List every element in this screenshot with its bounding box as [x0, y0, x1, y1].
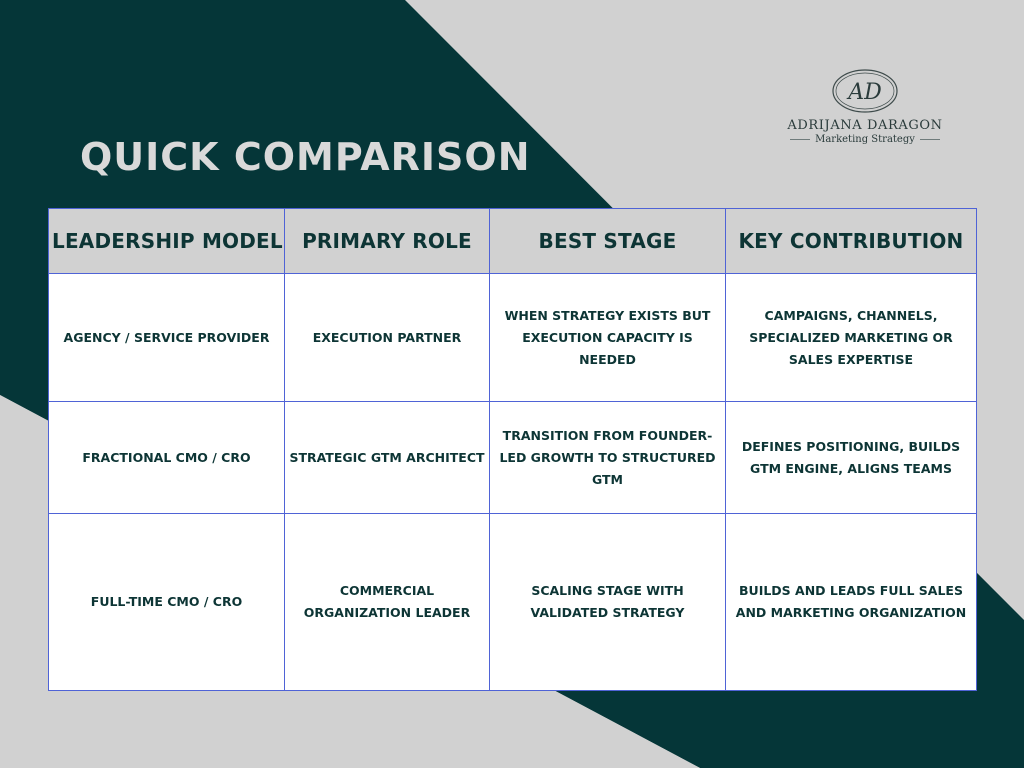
header-primary-role: PRIMARY ROLE [285, 209, 490, 274]
table-header-row [49, 209, 977, 274]
comparison-table [48, 208, 977, 691]
header-best-stage: BEST STAGE [490, 209, 726, 274]
header-key-contribution: KEY CONTRIBUTION [726, 209, 977, 274]
brand-subtitle: Marketing Strategy [815, 134, 915, 145]
brand-logo [780, 68, 950, 145]
cell-best-stage: TRANSITION FROM FOUNDER-LED GROWTH TO STRUCTURED GTM [490, 402, 726, 514]
cell-leadership-model: FRACTIONAL CMO / CRO [49, 402, 285, 514]
cell-leadership-model: FULL-TIME CMO / CRO [49, 514, 285, 691]
cell-key-contribution: DEFINES POSITIONING, BUILDS GTM ENGINE, ALIGNS TEAMS [726, 402, 977, 514]
monogram-text: AD [848, 80, 882, 105]
cell-primary-role: EXECUTION PARTNER [285, 274, 490, 402]
brand-name: ADRIJANA DARAGON [787, 118, 943, 133]
cell-key-contribution: BUILDS AND LEADS FULL SALES AND MARKETING ORGANIZATION [726, 514, 977, 691]
monogram-icon [831, 68, 899, 114]
cell-primary-role: STRATEGIC GTM ARCHITECT [285, 402, 490, 514]
cell-best-stage: WHEN STRATEGY EXISTS BUT EXECUTION CAPACITY IS NEEDED [490, 274, 726, 402]
cell-best-stage: SCALING STAGE WITH VALIDATED STRATEGY [490, 514, 726, 691]
table-row [49, 514, 977, 691]
cell-leadership-model: AGENCY / SERVICE PROVIDER [49, 274, 285, 402]
divider-line-right [920, 139, 940, 140]
table-row [49, 274, 977, 402]
cell-key-contribution: CAMPAIGNS, CHANNELS, SPECIALIZED MARKETING OR SALES EXPERTISE [726, 274, 977, 402]
header-leadership-model: LEADERSHIP MODEL [49, 209, 285, 274]
page-title: QUICK COMPARISON [80, 135, 531, 179]
divider-line-left [790, 139, 810, 140]
cell-primary-role: COMMERCIAL ORGANIZATION LEADER [285, 514, 490, 691]
brand-subtitle-row [780, 134, 950, 145]
table-row [49, 402, 977, 514]
